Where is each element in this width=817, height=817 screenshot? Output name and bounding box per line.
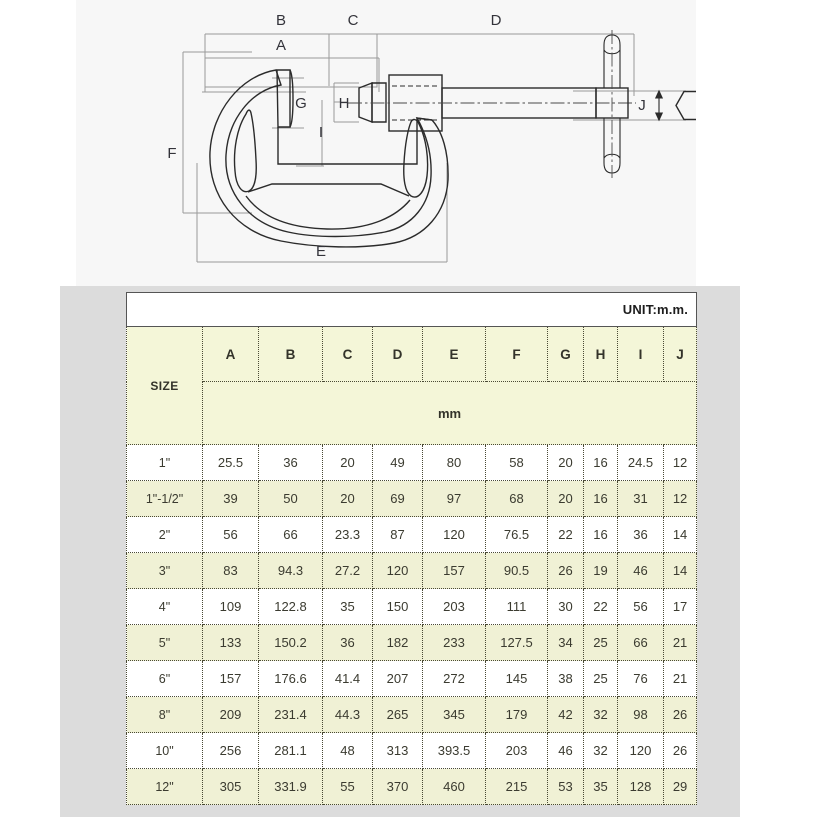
cell-b: 122.8 xyxy=(259,589,323,625)
cell-a: 56 xyxy=(203,517,259,553)
cell-c: 35 xyxy=(323,589,373,625)
cell-i: 36 xyxy=(618,517,664,553)
cell-c: 44.3 xyxy=(323,697,373,733)
cell-d: 182 xyxy=(373,625,423,661)
cell-h: 32 xyxy=(584,733,618,769)
cell-e: 157 xyxy=(423,553,486,589)
cell-j: 29 xyxy=(664,769,697,805)
cell-size: 3" xyxy=(127,553,203,589)
cell-b: 50 xyxy=(259,481,323,517)
cell-h: 32 xyxy=(584,697,618,733)
col-header-i: I xyxy=(618,327,664,382)
cell-size: 6" xyxy=(127,661,203,697)
cell-f: 58 xyxy=(486,445,548,481)
table-row xyxy=(127,661,697,697)
cell-c: 36 xyxy=(323,625,373,661)
table-row xyxy=(127,517,697,553)
cell-h: 25 xyxy=(584,661,618,697)
cell-b: 176.6 xyxy=(259,661,323,697)
cell-d: 150 xyxy=(373,589,423,625)
cell-c: 41.4 xyxy=(323,661,373,697)
cell-e: 233 xyxy=(423,625,486,661)
diagram-background xyxy=(76,0,696,286)
cell-d: 120 xyxy=(373,553,423,589)
cell-i: 128 xyxy=(618,769,664,805)
cell-h: 25 xyxy=(584,625,618,661)
cell-f: 145 xyxy=(486,661,548,697)
cell-size: 10" xyxy=(127,733,203,769)
cell-c: 20 xyxy=(323,445,373,481)
table-row xyxy=(127,697,697,733)
col-header-e: E xyxy=(423,327,486,382)
cell-a: 133 xyxy=(203,625,259,661)
cell-size: 8" xyxy=(127,697,203,733)
cell-g: 20 xyxy=(548,481,584,517)
label-h: H xyxy=(338,95,350,112)
cell-f: 203 xyxy=(486,733,548,769)
cell-e: 97 xyxy=(423,481,486,517)
cell-b: 281.1 xyxy=(259,733,323,769)
cell-g: 34 xyxy=(548,625,584,661)
table-row xyxy=(127,625,697,661)
col-header-j: J xyxy=(664,327,697,382)
cell-h: 22 xyxy=(584,589,618,625)
label-c: C xyxy=(347,12,359,29)
cell-j: 17 xyxy=(664,589,697,625)
cell-e: 203 xyxy=(423,589,486,625)
cell-a: 39 xyxy=(203,481,259,517)
cell-size: 4" xyxy=(127,589,203,625)
label-a: A xyxy=(275,37,287,54)
col-header-d: D xyxy=(373,327,423,382)
cell-i: 24.5 xyxy=(618,445,664,481)
cell-e: 460 xyxy=(423,769,486,805)
table-row xyxy=(127,553,697,589)
cell-a: 305 xyxy=(203,769,259,805)
cell-i: 31 xyxy=(618,481,664,517)
col-header-b: B xyxy=(259,327,323,382)
dimension-table xyxy=(126,292,697,805)
cell-f: 127.5 xyxy=(486,625,548,661)
cell-i: 98 xyxy=(618,697,664,733)
cell-b: 150.2 xyxy=(259,625,323,661)
col-header-f: F xyxy=(486,327,548,382)
cell-g: 38 xyxy=(548,661,584,697)
label-g: G xyxy=(295,95,307,112)
cell-b: 94.3 xyxy=(259,553,323,589)
cell-f: 68 xyxy=(486,481,548,517)
label-b: B xyxy=(275,12,287,29)
cell-d: 69 xyxy=(373,481,423,517)
cell-g: 42 xyxy=(548,697,584,733)
cell-size: 2" xyxy=(127,517,203,553)
cell-h: 16 xyxy=(584,481,618,517)
unit-row xyxy=(127,293,697,327)
cell-a: 256 xyxy=(203,733,259,769)
cell-e: 120 xyxy=(423,517,486,553)
col-header-h: H xyxy=(584,327,618,382)
table-row xyxy=(127,733,697,769)
cell-i: 66 xyxy=(618,625,664,661)
cell-j: 26 xyxy=(664,733,697,769)
col-header-g: G xyxy=(548,327,584,382)
cell-g: 30 xyxy=(548,589,584,625)
unit-label: UNIT:m.m. xyxy=(127,293,697,327)
cell-i: 76 xyxy=(618,661,664,697)
cell-e: 393.5 xyxy=(423,733,486,769)
diagram-panel xyxy=(76,0,696,286)
cell-j: 14 xyxy=(664,553,697,589)
unit-mm-row xyxy=(127,382,697,445)
label-d: D xyxy=(490,12,502,29)
cell-c: 55 xyxy=(323,769,373,805)
cell-c: 48 xyxy=(323,733,373,769)
size-header: SIZE xyxy=(127,327,203,445)
cell-j: 26 xyxy=(664,697,697,733)
cell-c: 27.2 xyxy=(323,553,373,589)
cell-g: 20 xyxy=(548,445,584,481)
cell-a: 109 xyxy=(203,589,259,625)
cell-size: 12" xyxy=(127,769,203,805)
mm-label: mm xyxy=(203,382,697,445)
cell-size: 1" xyxy=(127,445,203,481)
cell-f: 90.5 xyxy=(486,553,548,589)
cell-j: 12 xyxy=(664,445,697,481)
cell-e: 80 xyxy=(423,445,486,481)
label-i: I xyxy=(318,124,324,141)
cell-a: 157 xyxy=(203,661,259,697)
cell-e: 272 xyxy=(423,661,486,697)
cell-h: 16 xyxy=(584,445,618,481)
label-f: F xyxy=(167,145,177,162)
cell-j: 14 xyxy=(664,517,697,553)
cell-g: 26 xyxy=(548,553,584,589)
cell-d: 370 xyxy=(373,769,423,805)
cell-b: 36 xyxy=(259,445,323,481)
cell-d: 265 xyxy=(373,697,423,733)
cell-size: 1"-1/2" xyxy=(127,481,203,517)
cell-e: 345 xyxy=(423,697,486,733)
cell-f: 215 xyxy=(486,769,548,805)
cell-d: 87 xyxy=(373,517,423,553)
cell-f: 76.5 xyxy=(486,517,548,553)
col-header-a: A xyxy=(203,327,259,382)
clamp-technical-drawing xyxy=(76,0,696,286)
cell-a: 209 xyxy=(203,697,259,733)
cell-c: 20 xyxy=(323,481,373,517)
cell-c: 23.3 xyxy=(323,517,373,553)
label-j: J xyxy=(638,97,646,114)
cell-f: 179 xyxy=(486,697,548,733)
col-header-c: C xyxy=(323,327,373,382)
cell-i: 120 xyxy=(618,733,664,769)
cell-a: 25.5 xyxy=(203,445,259,481)
cell-f: 111 xyxy=(486,589,548,625)
cell-h: 19 xyxy=(584,553,618,589)
cell-size: 5" xyxy=(127,625,203,661)
cell-b: 231.4 xyxy=(259,697,323,733)
cell-i: 56 xyxy=(618,589,664,625)
cell-d: 313 xyxy=(373,733,423,769)
table-row xyxy=(127,589,697,625)
cell-h: 16 xyxy=(584,517,618,553)
cell-b: 331.9 xyxy=(259,769,323,805)
cell-a: 83 xyxy=(203,553,259,589)
column-header-row xyxy=(127,327,697,382)
table-row xyxy=(127,481,697,517)
cell-j: 21 xyxy=(664,625,697,661)
cell-g: 46 xyxy=(548,733,584,769)
cell-j: 21 xyxy=(664,661,697,697)
cell-h: 35 xyxy=(584,769,618,805)
cell-d: 49 xyxy=(373,445,423,481)
spec-table-container xyxy=(126,292,696,805)
cell-j: 12 xyxy=(664,481,697,517)
cell-b: 66 xyxy=(259,517,323,553)
cell-i: 46 xyxy=(618,553,664,589)
cell-g: 22 xyxy=(548,517,584,553)
cell-d: 207 xyxy=(373,661,423,697)
table-row xyxy=(127,445,697,481)
label-e: E xyxy=(315,243,327,260)
cell-g: 53 xyxy=(548,769,584,805)
table-row xyxy=(127,769,697,805)
